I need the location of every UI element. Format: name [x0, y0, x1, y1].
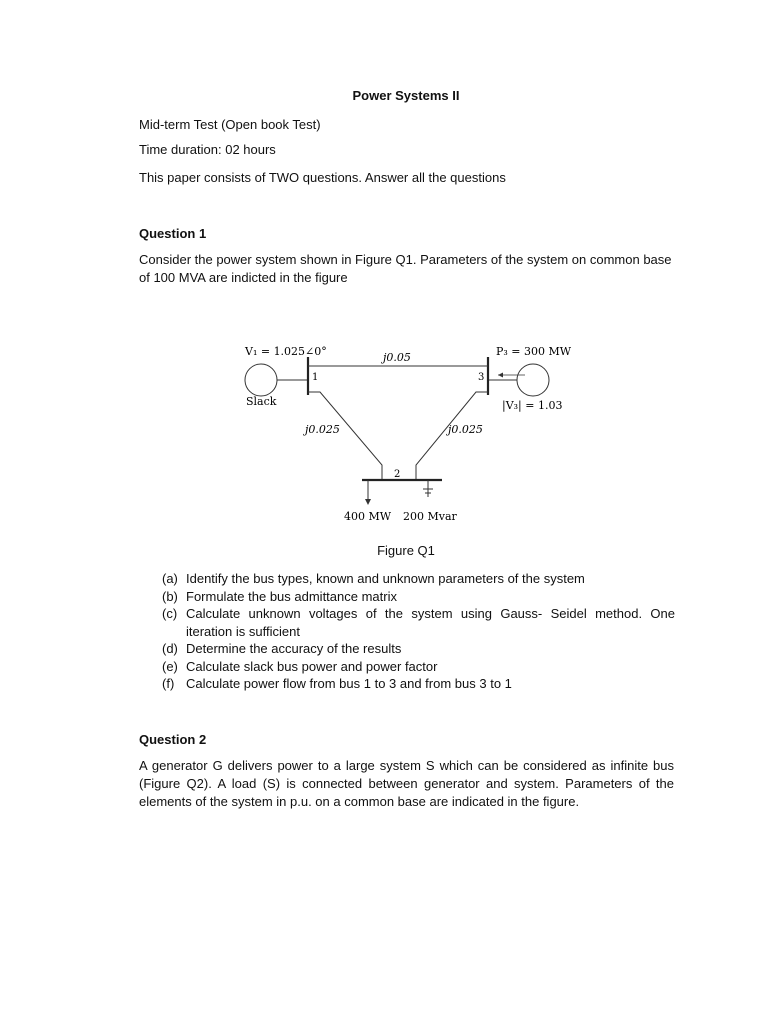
part-label: (a) [162, 571, 178, 586]
test-type: Mid-term Test (Open book Test) [139, 117, 321, 132]
p3-arrow-icon [498, 373, 503, 378]
part-text: Calculate unknown voltages of the system using Gauss- Seidel method. One iteration is sufficient [186, 606, 675, 639]
part-text: Determine the accuracy of the results [186, 641, 402, 656]
part-label: (b) [162, 588, 178, 604]
part-text: Formulate the bus admittance matrix [186, 588, 397, 604]
part-label: (e) [162, 658, 178, 674]
line-2-3-impedance: j0.025 [448, 423, 483, 436]
part-label: (d) [162, 641, 178, 656]
part-label: (f) [162, 676, 175, 691]
circuit-diagram [230, 335, 590, 530]
question-1-parts [162, 570, 675, 693]
list-item [162, 605, 675, 640]
question-1-heading: Question 1 [139, 226, 207, 241]
v3-label: |V₃| = 1.03 [502, 399, 563, 412]
list-item [162, 588, 675, 606]
part-text: Calculate power flow from bus 1 to 3 and from bus 3 to 1 [186, 676, 512, 691]
time-duration: Time duration: 02 hours [139, 142, 276, 157]
bus-1-number: 1 [312, 372, 319, 383]
figure-q1-circuit [230, 335, 590, 530]
page-title: Power Systems II [352, 88, 460, 103]
bus-3-number: 3 [478, 372, 485, 383]
figure-q1-caption: Figure Q1 [377, 543, 435, 558]
generator-1-icon [245, 364, 277, 396]
p3-label: P₃ = 300 MW [496, 345, 572, 358]
load-arrow-icon [365, 499, 371, 505]
line-1-2-impedance: j0.025 [305, 423, 340, 436]
load-p-label: 400 MW [344, 510, 392, 523]
part-label: (c) [162, 606, 178, 621]
list-item [162, 675, 675, 693]
part-text: Identify the bus types, known and unknown parameters of the system [186, 571, 585, 586]
slack-label: Slack [246, 395, 277, 408]
generator-3-icon [517, 364, 549, 396]
list-item [162, 640, 675, 658]
list-item [162, 658, 675, 676]
bus-2-number: 2 [394, 469, 401, 480]
list-item [162, 570, 675, 588]
line-1-3-impedance: j0.05 [383, 351, 411, 364]
question-2-intro: A generator G delivers power to a large system S which can be considered as infinite bus (Figure Q2). A load (S) is connected between generator and system. Parameters of the elements of the system in p.u. on a common base are indicated in the figure. [139, 758, 674, 809]
load-q-label: 200 Mvar [403, 510, 457, 523]
instructions: This paper consists of TWO questions. Answer all the questions [139, 170, 506, 185]
v1-label: V₁ = 1.025∠0° [245, 345, 327, 358]
part-text: Calculate slack bus power and power factor [186, 658, 438, 674]
question-2-heading: Question 2 [139, 732, 207, 747]
question-1-intro: Consider the power system shown in Figure Q1. Parameters of the system on common base of 100 MVA are indicted in the figure [139, 252, 672, 285]
